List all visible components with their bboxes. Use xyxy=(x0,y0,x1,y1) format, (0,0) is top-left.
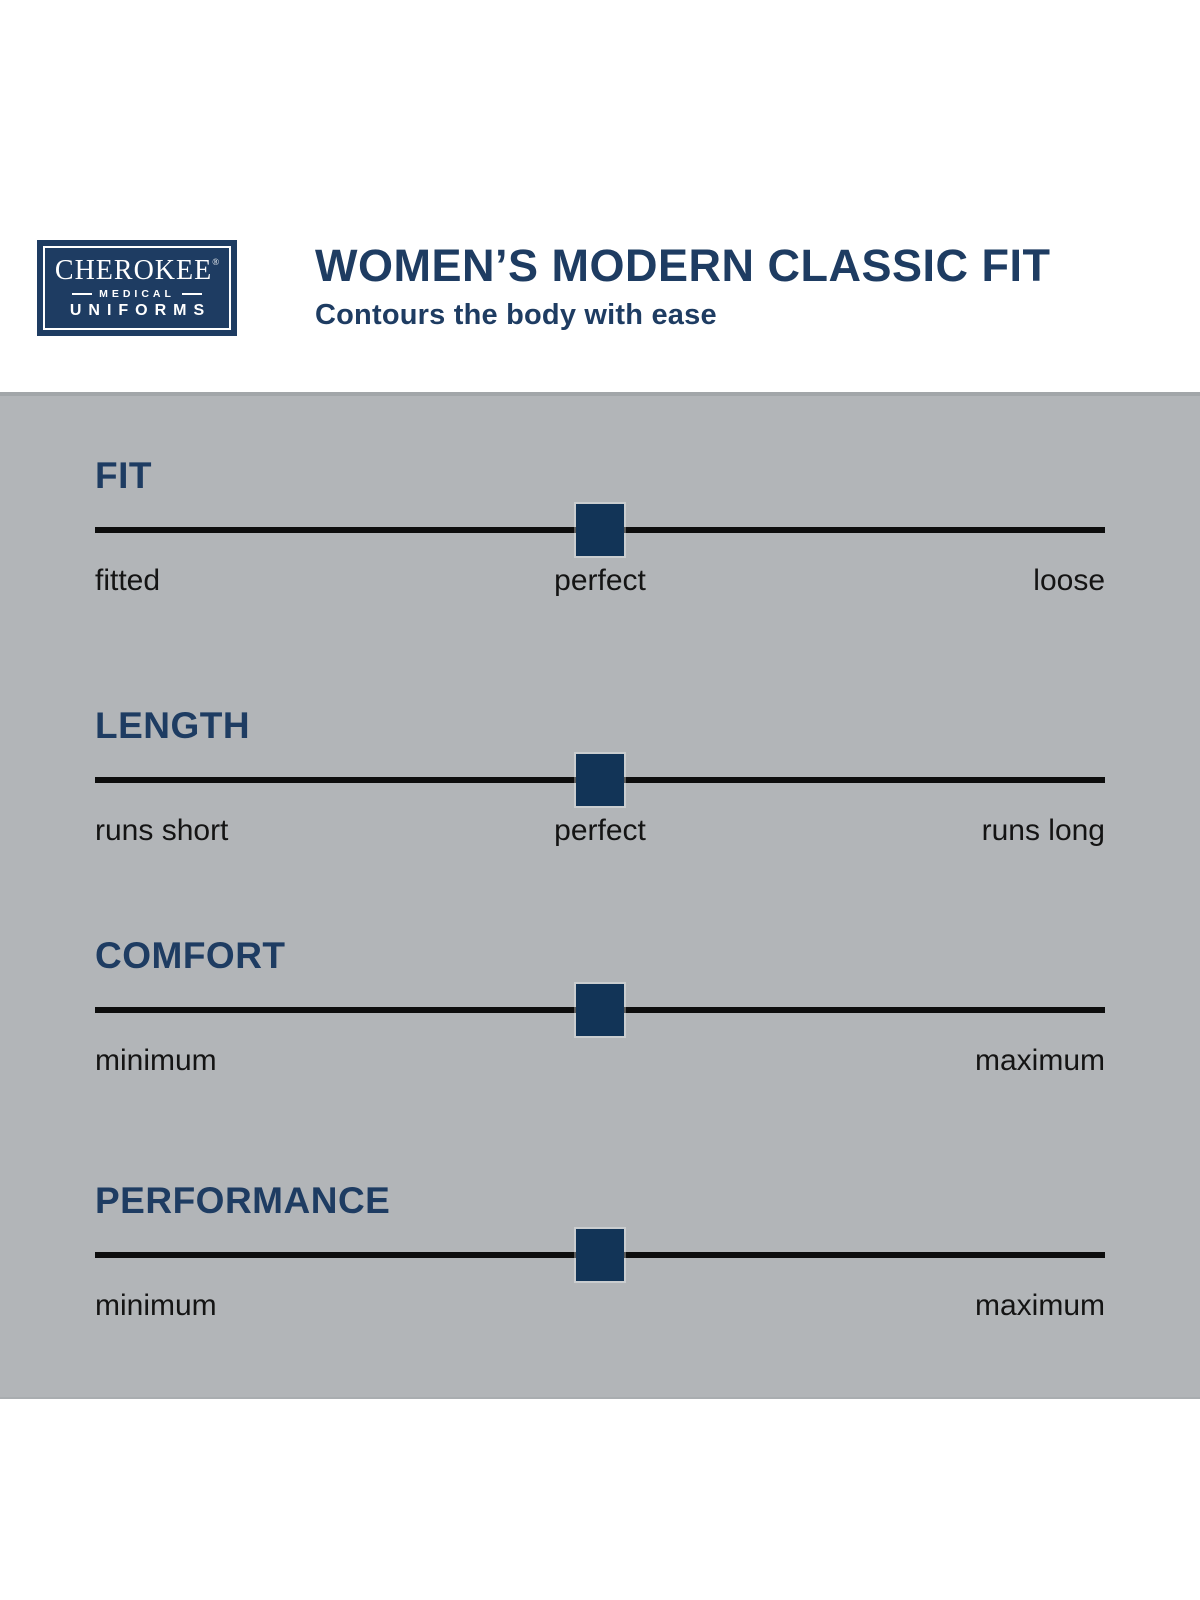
scale-comfort-labels xyxy=(95,1042,1105,1082)
logo-division-row xyxy=(72,289,202,300)
header-title-block xyxy=(315,240,1155,331)
page-title: WOMEN’S MODERN CLASSIC FIT xyxy=(315,240,1051,291)
logo-brand-word: CHEROKEE xyxy=(54,254,213,286)
cherokee-logo-frame xyxy=(43,246,231,330)
logo-uniforms-text: UNIFORMS xyxy=(69,302,212,320)
scale-comfort-heading: COMFORT xyxy=(95,935,286,976)
scale-comfort-track xyxy=(95,984,1105,1036)
registered-mark: ® xyxy=(212,256,220,267)
scale-fit-track xyxy=(95,504,1105,556)
scale-length xyxy=(95,706,1105,866)
scale-fit-label-right: loose xyxy=(1033,564,1105,597)
scale-length-heading: LENGTH xyxy=(95,705,251,746)
scale-performance-labels xyxy=(95,1287,1105,1327)
scale-length-track xyxy=(95,754,1105,806)
scale-performance-label-right: maximum xyxy=(974,1289,1105,1322)
scale-fit xyxy=(95,456,1105,616)
page-subtitle: Contours the body with ease xyxy=(315,299,717,331)
scale-performance-heading: PERFORMANCE xyxy=(95,1180,391,1221)
scale-length-label-right: runs long xyxy=(981,814,1105,847)
logo-rule-right xyxy=(182,293,202,295)
scale-length-label-center: perfect xyxy=(554,814,646,847)
scale-fit-label-left: fitted xyxy=(95,564,161,597)
logo-rule-left xyxy=(72,293,92,295)
scale-fit-labels xyxy=(95,562,1105,602)
cherokee-logo xyxy=(37,240,237,336)
scale-comfort-label-left: minimum xyxy=(95,1044,217,1077)
fit-scales-panel xyxy=(0,392,1200,1399)
scale-length-labels xyxy=(95,812,1105,852)
logo-brand-text xyxy=(54,254,220,286)
scale-comfort-marker xyxy=(576,984,624,1036)
scale-performance-label-left: minimum xyxy=(95,1289,217,1322)
scale-fit-label-center: perfect xyxy=(554,564,646,597)
scale-comfort-label-right: maximum xyxy=(974,1044,1105,1077)
scale-fit-heading: FIT xyxy=(95,455,152,496)
scale-performance xyxy=(95,1181,1105,1341)
scale-fit-marker xyxy=(576,504,624,556)
logo-division-text: MEDICAL xyxy=(99,287,175,300)
scale-length-marker xyxy=(576,754,624,806)
scale-comfort xyxy=(95,936,1105,1096)
scale-performance-track xyxy=(95,1229,1105,1281)
scale-performance-marker xyxy=(576,1229,624,1281)
scale-length-label-left: runs short xyxy=(95,814,229,847)
